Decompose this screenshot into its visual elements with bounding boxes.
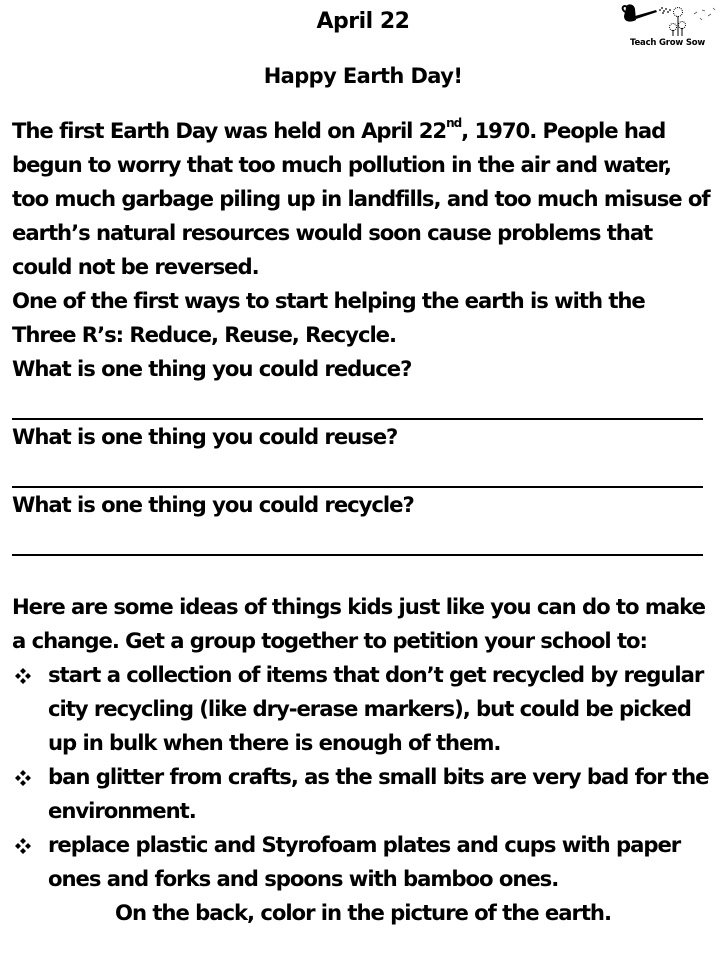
answer-line-recycle[interactable] bbox=[12, 522, 712, 556]
intro-text-start: The first Earth Day was held on April 22 bbox=[12, 118, 447, 143]
intro-text-end: , 1970. People had begun to worry that too much pollution in the air and water, too much garbage piling up in landfills, and too much misuse of earth’s natural resources would soon cause problems that could not be reversed. bbox=[12, 118, 710, 279]
worksheet-date: April 22 bbox=[316, 9, 410, 34]
question-reuse: What is one thing you could reuse? bbox=[12, 424, 398, 449]
worksheet-title: Happy Earth Day! bbox=[263, 64, 463, 88]
spacer bbox=[12, 556, 712, 590]
list-item bbox=[12, 760, 712, 828]
idea-text: replace plastic and Styrofoam plates and cups with paper ones and forks and spoons with bamboo ones. bbox=[48, 832, 681, 891]
watering-can-dandelion-icon bbox=[616, 0, 720, 40]
question-reduce: What is one thing you could reduce? bbox=[12, 356, 412, 381]
diamond-bullet-icon bbox=[14, 837, 32, 855]
answer-underline bbox=[12, 418, 703, 420]
question-recycle: What is one thing you could recycle? bbox=[12, 492, 414, 517]
answer-line-reduce[interactable] bbox=[12, 386, 712, 420]
intro-paragraph bbox=[12, 114, 712, 284]
worksheet-body bbox=[12, 114, 712, 930]
answer-underline bbox=[12, 486, 703, 488]
answer-underline bbox=[12, 554, 703, 556]
ideas-list bbox=[12, 658, 712, 896]
diamond-bullet-icon bbox=[14, 769, 32, 787]
list-item bbox=[12, 658, 712, 760]
logo-text: Teach Grow Sow bbox=[630, 38, 706, 48]
idea-text: start a collection of items that don’t get recycled by regular city recycling (like dry-erase markers), but could be picked up in bulk when there is enough of them. bbox=[48, 662, 704, 755]
answer-line-reuse[interactable] bbox=[12, 454, 712, 488]
ordinal-superscript: nd bbox=[446, 115, 462, 130]
list-item bbox=[12, 828, 712, 896]
three-rs-paragraph: One of the first ways to start helping the earth is with the Three R’s: Reduce, Reuse, Recycle. bbox=[12, 288, 645, 347]
diamond-bullet-icon bbox=[14, 667, 32, 685]
ideas-intro-paragraph: Here are some ideas of things kids just like you can do to make a change. Get a group together to petition your school to: bbox=[12, 594, 705, 653]
teach-grow-sow-logo bbox=[616, 0, 720, 56]
closing-instruction: On the back, color in the picture of the earth. bbox=[115, 900, 611, 925]
idea-text: ban glitter from crafts, as the small bits are very bad for the environment. bbox=[48, 764, 709, 823]
